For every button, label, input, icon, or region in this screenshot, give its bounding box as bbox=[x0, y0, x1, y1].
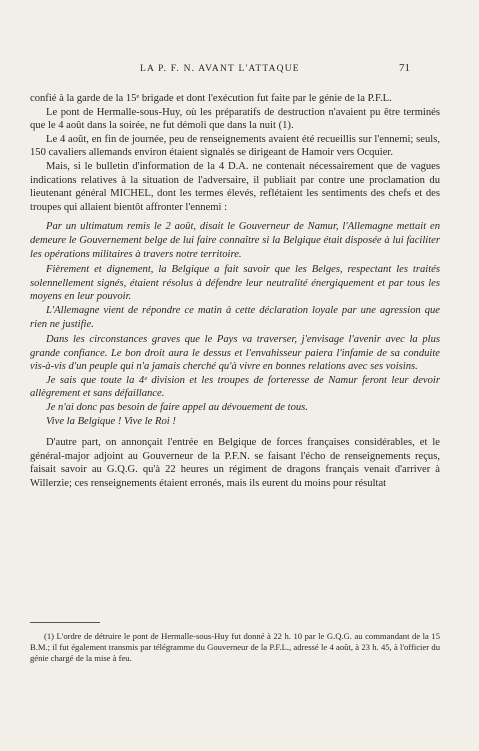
footnote bbox=[30, 631, 440, 664]
running-head bbox=[30, 62, 410, 74]
quote-paragraph: Vive la Belgique ! Vive le Roi ! bbox=[46, 415, 176, 427]
quote-paragraph: Par un ultimatum remis le 2 août, disait le Gouverneur de Namur, l'Allemagne mettait en demeure le Gouvernement belge de lui faire connaître si la Belgique était disposée à lui faciliter les opérations militaires à travers notre territoire. bbox=[30, 221, 440, 260]
footnote-divider bbox=[30, 622, 100, 623]
quote-paragraph: Je n'ai donc pas besoin de faire appel au dévouement de tous. bbox=[46, 402, 308, 414]
page-number: 71 bbox=[399, 62, 410, 74]
paragraph: Le pont de Hermalle-sous-Huy, où les préparatifs de destruction n'avaient pu être terminés que le 4 août dans la soirée, ne fut démoli que dans la nuit (1). bbox=[30, 106, 440, 132]
footnote-text: (1) L'ordre de détruire le pont de Hermalle-sous-Huy fut donné à 22 h. 10 par le G.Q.G. au commandant de la 15 B.M.; il fut également transmis par télégramme du Gouverneur de la P.F.L., adressé le 4 août, à 23 h. 45, à l'officier du génie chargé de la mise à feu. bbox=[30, 631, 440, 663]
quote-paragraph: L'Allemagne vient de répondre ce matin à cette déclaration loyale par une agression que rien ne justifie. bbox=[30, 304, 440, 330]
body-text bbox=[30, 92, 440, 491]
quote-paragraph: Fièrement et dignement, la Belgique a fait savoir que les Belges, respectant les traités solennellement signés, étaient résolus à défendre leur neutralité énergiquement et par tous les moyens en leur pouvoir. bbox=[30, 264, 440, 303]
quote-paragraph: Dans les circonstances graves que le Pays va traverser, j'envisage l'avenir avec la plus grande confiance. Le bon droit aura le dessus et l'envahisseur paiera l'infamie de sa conduite vis-à-vis d'un peuple qui n'a jamais cherché qu'à vivre en bonnes relations avec ses voisins. bbox=[30, 334, 440, 373]
paragraph: Mais, si le bulletin d'information de la 4 D.A. ne contenait nécessairement que de vagues indications relatives à la situation de l'adversaire, il publiait par contre une proclamation du lieutenant général MICHEL, dont les termes élevés, reflétaient les sentiments des chefs et des troupes qui allaient bientôt affronter l'ennemi : bbox=[30, 160, 440, 213]
paragraph: confié à la garde de la 15ᵉ brigade et dont l'exécution fut faite par le génie de la P.F.L. bbox=[30, 93, 392, 104]
running-title: LA P. F. N. AVANT L'ATTAQUE bbox=[140, 64, 300, 74]
paragraph: Le 4 août, en fin de journée, peu de renseignements avaient été recueillis sur l'ennemi; seuls, 150 cavaliers allemands environ étaient signalés se dirigeant de Hamoir vers Ocquier. bbox=[30, 133, 440, 159]
proclamation-quote bbox=[30, 220, 440, 428]
paragraph: D'autre part, on annonçait l'entrée en Belgique de forces françaises considérables, et le général-major adjoint au Gouverneur de la P.F.N. se faisant l'écho de renseignements reçus, faisait savoir au G.Q.G. qu'à 22 heures un régiment de dragons français venait d'arriver à Willerzie; ces renseignements étaient erronés, mais ils eurent du moins pour résultat bbox=[30, 437, 440, 490]
quote-paragraph: Je sais que toute la 4ᵉ division et les troupes de forteresse de Namur feront leur devoir allègrement et sans défaillance. bbox=[30, 374, 440, 400]
